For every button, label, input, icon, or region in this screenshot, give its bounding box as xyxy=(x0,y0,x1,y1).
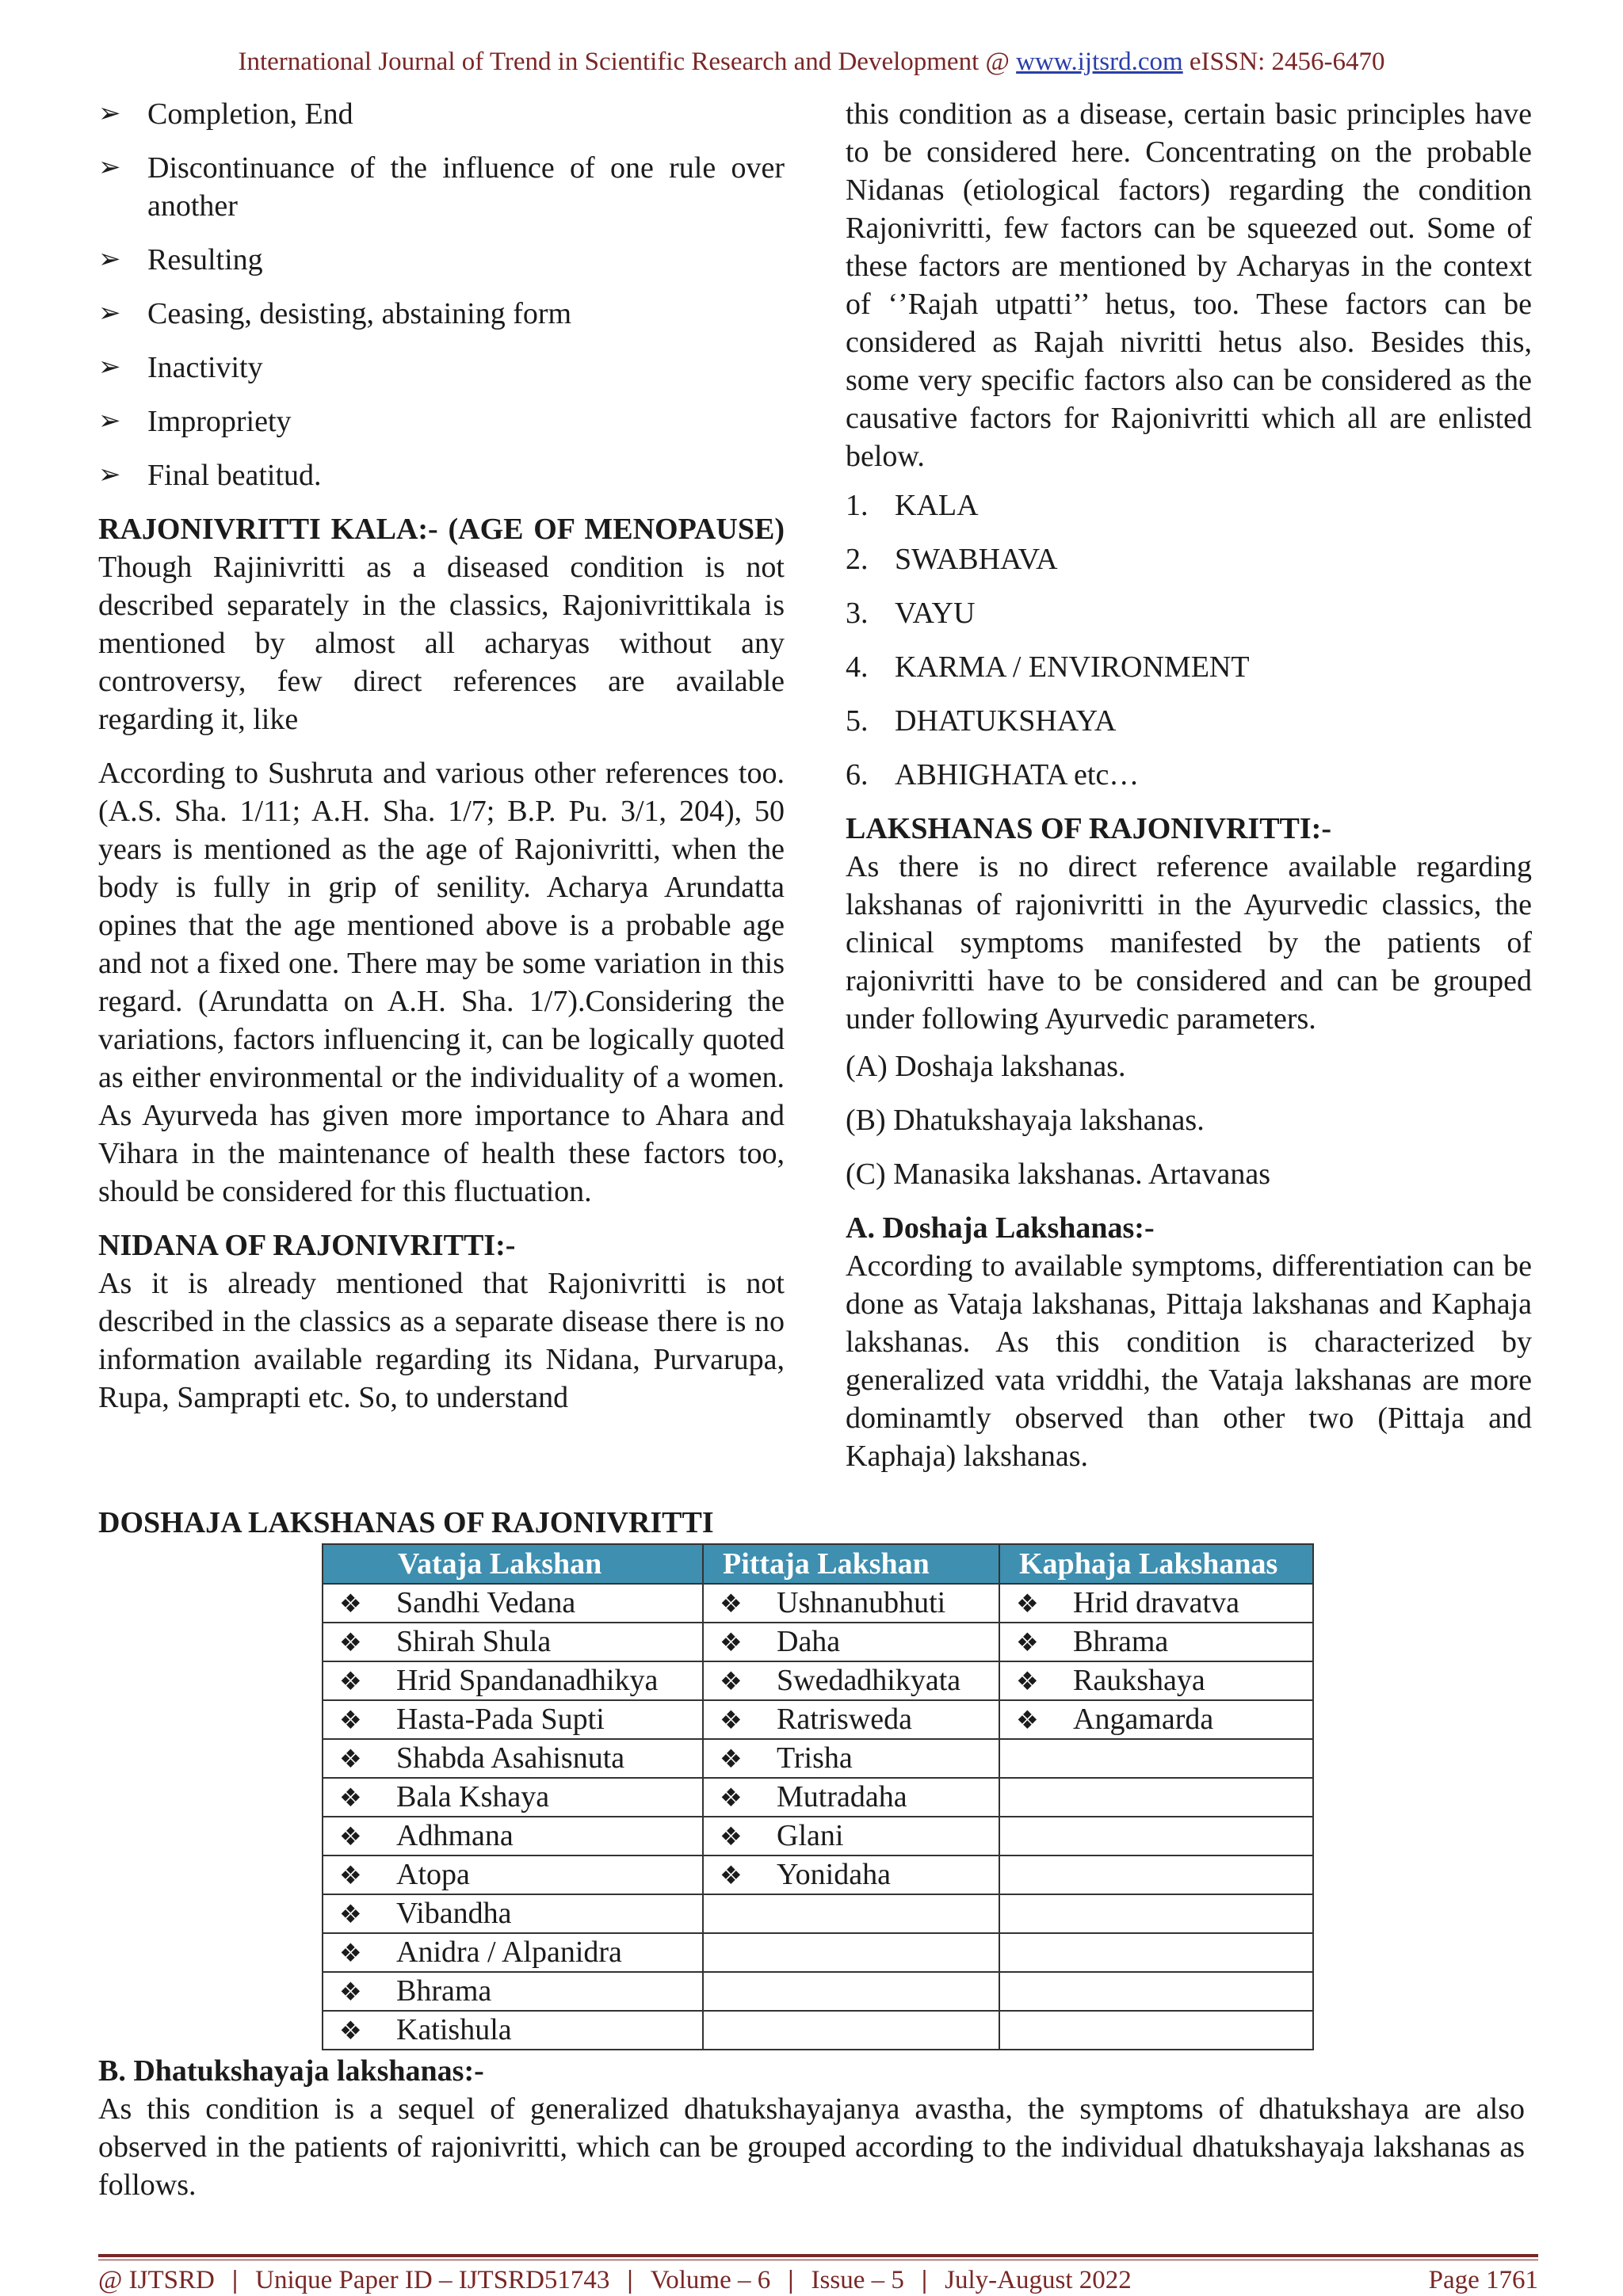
cell-text: Vibandha xyxy=(396,1897,512,1930)
footer-issue: Issue – 5 xyxy=(811,2266,904,2294)
arrow-bullet-icon: ➢ xyxy=(98,353,121,382)
diamond-bullet-icon: ❖ xyxy=(720,1667,743,1695)
table-cell xyxy=(999,1584,1313,1623)
table-cell xyxy=(703,1894,999,1933)
kala-heading: RAJONIVRITTI KALA:- (AGE OF MENOPAUSE) xyxy=(98,513,785,546)
table-row xyxy=(323,1700,1313,1739)
lakshanas-heading: LAKSHANAS OF RAJONIVRITTI:- xyxy=(846,812,1331,845)
bullet-item: ➢ Resulting xyxy=(98,241,785,279)
table-cell xyxy=(703,1661,999,1700)
lakshanas-paragraph: As there is no direct reference available regarding lakshanas of rajonivritti in the Ayurvedic classics, the clinical symptoms manifested by the patients of rajonivritti have to be considered and can be grouped under following Ayurvedic parameters. xyxy=(846,850,1532,1035)
table-header-cell: Vataja Lakshan xyxy=(323,1544,703,1584)
diamond-bullet-icon: ❖ xyxy=(339,1939,362,1967)
diamond-bullet-icon: ❖ xyxy=(339,1589,362,1618)
cell-text: Bhrama xyxy=(396,1974,492,2008)
cell-text: Daha xyxy=(777,1625,841,1658)
diamond-bullet-icon: ❖ xyxy=(720,1822,743,1851)
cell-text: Swedadhikyata xyxy=(777,1664,961,1697)
table-header-cell: Kaphaja Lakshanas xyxy=(999,1544,1313,1584)
table-header-row xyxy=(323,1544,1313,1584)
kala-paragraph-2: According to Sushruta and various other references too. (A.S. Sha. 1/11; A.H. Sha. 1/7; B.P. Pu. 3/1, 204), 50 years is mentioned as the age of Rajonivritti, when the body is fully in grip of senility. Acharya Arundatta opines that the age mentioned above is a probable age and not a fixed one. There may be some variation in this regard. (Arundatta on A.H. Sha. 1/7).Considering the variations, factors influencing it, can be logically quoted as either environmental or the individuality of a women. As Ayurveda has given more importance to Ahara and Vihara in the maintenance of health these factors too, should be considered for this fluctuation. xyxy=(98,757,785,1208)
table-row xyxy=(323,2011,1313,2050)
list-item: 6. ABHIGHATA etc… xyxy=(846,758,1140,791)
table-row xyxy=(323,1972,1313,2011)
table-cell xyxy=(999,1778,1313,1817)
cell-text: Raukshaya xyxy=(1073,1664,1205,1697)
table-cell xyxy=(323,1855,703,1894)
nidana-heading: NIDANA OF RAJONIVRITTI:- xyxy=(98,1229,516,1262)
diamond-bullet-icon: ❖ xyxy=(339,1628,362,1657)
arrow-bullet-icon: ➢ xyxy=(98,406,121,436)
table-cell xyxy=(323,1584,703,1623)
table-cell xyxy=(999,1972,1313,2011)
arrow-bullet-icon: ➢ xyxy=(98,299,121,328)
cell-text: Bala Kshaya xyxy=(396,1780,550,1814)
arrow-bullet-icon: ➢ xyxy=(98,245,121,274)
nidana-continued-paragraph: this condition as a disease, certain basic principles have to be considered here. Concentrating on the probable Nidanas (etiological factors) regarding the condition Rajonivritti, few factors can be squeezed out. Some of these factors are mentioned by Acharyas in the context of ‘’Rajah utpatti’’ hetus, too. These factors can be considered as Rajah nivritti hetus also. Besides this, some very specific factors also can be considered as the causative factors for Rajonivritti which all are enlisted below. xyxy=(846,97,1532,473)
doshaja-lakshanas-table xyxy=(322,1543,1314,2050)
diamond-bullet-icon: ❖ xyxy=(720,1706,743,1734)
cell-text: Anidra / Alpanidra xyxy=(396,1936,622,1969)
bullet-item: ➢ Impropriety xyxy=(98,402,785,441)
table-cell xyxy=(999,2011,1313,2050)
list-item: 1. KALA xyxy=(846,489,979,522)
nidana-paragraph: As it is already mentioned that Rajonivritti is not described in the classics as a separate disease there is no information available regarding its Nidana, Purvarupa, Rupa, Samprapti etc. So, to understand xyxy=(98,1267,785,1414)
table-row xyxy=(323,1584,1313,1623)
table-cell xyxy=(703,1778,999,1817)
table-cell xyxy=(999,1700,1313,1739)
table-cell xyxy=(323,1661,703,1700)
table-cell xyxy=(323,1817,703,1855)
footer-date: July-August 2022 xyxy=(945,2266,1132,2294)
journal-name: International Journal of Trend in Scientific Research and Development @ xyxy=(238,48,1010,76)
table-cell xyxy=(999,1739,1313,1778)
table-cell xyxy=(999,1933,1313,1972)
table-cell xyxy=(323,1894,703,1933)
table-cell xyxy=(703,1739,999,1778)
cell-text: Shirah Shula xyxy=(396,1625,552,1658)
arrow-bullet-icon: ➢ xyxy=(98,460,121,490)
footer-paper-id: Unique Paper ID – IJTSRD51743 xyxy=(255,2266,610,2294)
table-row xyxy=(323,1855,1313,1894)
list-item: (A) Doshaja lakshanas. xyxy=(846,1050,1126,1083)
diamond-bullet-icon: ❖ xyxy=(1016,1589,1039,1618)
table-cell xyxy=(703,1584,999,1623)
footer-page-number: Page 1761 xyxy=(1428,2266,1538,2294)
left-column xyxy=(98,95,785,1417)
cell-text: Bhrama xyxy=(1073,1625,1169,1658)
doshaja-paragraph: According to available symptoms, differentiation can be done as Vataja lakshanas, Pittaja lakshanas and Kaphaja lakshanas. As this condition is characterized by generalized vata vriddhi, the Vataja lakshanas are more dominamtly observed than other two (Pittaja and Kaphaja) lakshanas. xyxy=(846,1249,1532,1473)
bullet-item: ➢ Discontinuance of the influence of one rule over another xyxy=(98,149,785,225)
meaning-bullet-list xyxy=(98,95,785,494)
diamond-bullet-icon: ❖ xyxy=(1016,1628,1039,1657)
table-title: DOSHAJA LAKSHANAS OF RAJONIVRITTI xyxy=(98,1506,714,1539)
diamond-bullet-icon: ❖ xyxy=(339,1861,362,1890)
cell-text: Shabda Asahisnuta xyxy=(396,1741,625,1775)
table-cell xyxy=(999,1661,1313,1700)
table-row xyxy=(323,1739,1313,1778)
diamond-bullet-icon: ❖ xyxy=(1016,1706,1039,1734)
dhatukshayaja-paragraph: As this condition is a sequel of generalized dhatukshayajanya avastha, the symptoms of dhatukshaya are also observed in the patients of rajonivritti, which can be grouped according to the individual dhatukshayaja lakshanas as follows. xyxy=(98,2092,1525,2202)
table-row xyxy=(323,1623,1313,1661)
list-item: (C) Manasika lakshanas. Artavanas xyxy=(846,1158,1271,1191)
diamond-bullet-icon: ❖ xyxy=(339,1822,362,1851)
cell-text: Ushnanubhuti xyxy=(777,1586,946,1619)
list-item: 3. VAYU xyxy=(846,597,976,630)
table-cell xyxy=(999,1623,1313,1661)
list-item: 2. SWABHAVA xyxy=(846,543,1058,576)
diamond-bullet-icon: ❖ xyxy=(339,1783,362,1812)
table-cell xyxy=(703,1623,999,1661)
list-item: (B) Dhatukshayaja lakshanas. xyxy=(846,1104,1205,1137)
table-cell xyxy=(323,1778,703,1817)
running-header xyxy=(0,48,1623,77)
table-cell xyxy=(703,1700,999,1739)
diamond-bullet-icon: ❖ xyxy=(720,1861,743,1890)
table-cell xyxy=(703,1972,999,2011)
factor-list xyxy=(846,486,1532,794)
cell-text: Hrid Spandanadhikya xyxy=(396,1664,659,1697)
lakshana-group-list xyxy=(846,1047,1532,1193)
cell-text: Hrid dravatva xyxy=(1073,1586,1239,1619)
cell-text: Angamarda xyxy=(1073,1703,1214,1736)
diamond-bullet-icon: ❖ xyxy=(720,1589,743,1618)
table-cell xyxy=(999,1855,1313,1894)
footer-volume: Volume – 6 xyxy=(650,2266,771,2294)
table-row xyxy=(323,1778,1313,1817)
bullet-item: ➢ Completion, End xyxy=(98,95,785,133)
table-cell xyxy=(323,1700,703,1739)
cell-text: Adhmana xyxy=(396,1819,514,1852)
bullet-item: ➢ Inactivity xyxy=(98,349,785,387)
diamond-bullet-icon: ❖ xyxy=(1016,1667,1039,1695)
dhatukshayaja-heading: B. Dhatukshayaja lakshanas:- xyxy=(98,2054,484,2088)
cell-text: Sandhi Vedana xyxy=(396,1586,576,1619)
cell-text: Glani xyxy=(777,1819,844,1852)
table-row xyxy=(323,1817,1313,1855)
bullet-item: ➢ Ceasing, desisting, abstaining form xyxy=(98,295,785,333)
cell-text: Katishula xyxy=(396,2013,512,2046)
diamond-bullet-icon: ❖ xyxy=(720,1628,743,1657)
table-cell xyxy=(323,2011,703,2050)
bullet-item: ➢ Final beatitud. xyxy=(98,456,785,494)
table-cell xyxy=(999,1894,1313,1933)
arrow-bullet-icon: ➢ xyxy=(98,99,121,128)
table-row xyxy=(323,1661,1313,1700)
table-cell xyxy=(703,1817,999,1855)
diamond-bullet-icon: ❖ xyxy=(339,1900,362,1928)
doshaja-heading: A. Doshaja Lakshanas:- xyxy=(846,1211,1155,1245)
table-cell xyxy=(999,1817,1313,1855)
cell-text: Trisha xyxy=(777,1741,853,1775)
table-cell xyxy=(703,1933,999,1972)
list-item: 4. KARMA / ENVIRONMENT xyxy=(846,650,1250,684)
journal-url-link[interactable]: www.ijtsrd.com xyxy=(1016,48,1183,76)
table-cell xyxy=(323,1933,703,1972)
cell-text: Ratrisweda xyxy=(777,1703,912,1736)
right-column xyxy=(846,95,1532,1475)
table-cell xyxy=(323,1972,703,2011)
cell-text: Hasta-Pada Supti xyxy=(396,1703,605,1736)
kala-paragraph-1: Though Rajinivritti as a diseased condition is not described separately in the classics, Rajonivrittikala is mentioned by almost all acharyas without any controversy, few direct references are available regarding it, like xyxy=(98,551,785,736)
cell-text: Yonidaha xyxy=(777,1858,891,1891)
section-b xyxy=(98,2052,1525,2204)
footer-brand: @ IJTSRD xyxy=(98,2266,215,2294)
journal-issn: eISSN: 2456-6470 xyxy=(1189,48,1385,76)
table-cell xyxy=(323,1623,703,1661)
table-row xyxy=(323,1894,1313,1933)
table-row xyxy=(323,1933,1313,1972)
diamond-bullet-icon: ❖ xyxy=(720,1745,743,1773)
diamond-bullet-icon: ❖ xyxy=(339,2016,362,2045)
cell-text: Atopa xyxy=(396,1858,470,1891)
table-cell xyxy=(323,1739,703,1778)
diamond-bullet-icon: ❖ xyxy=(339,1667,362,1695)
diamond-bullet-icon: ❖ xyxy=(339,1978,362,2006)
table-header-cell: Pittaja Lakshan xyxy=(703,1544,999,1584)
table-cell xyxy=(703,2011,999,2050)
diamond-bullet-icon: ❖ xyxy=(339,1706,362,1734)
list-item: 5. DHATUKSHAYA xyxy=(846,704,1117,738)
diamond-bullet-icon: ❖ xyxy=(720,1783,743,1812)
diamond-bullet-icon: ❖ xyxy=(339,1745,362,1773)
footer-divider xyxy=(98,2254,1538,2257)
arrow-bullet-icon: ➢ xyxy=(98,153,121,182)
table-cell xyxy=(703,1855,999,1894)
cell-text: Mutradaha xyxy=(777,1780,907,1814)
